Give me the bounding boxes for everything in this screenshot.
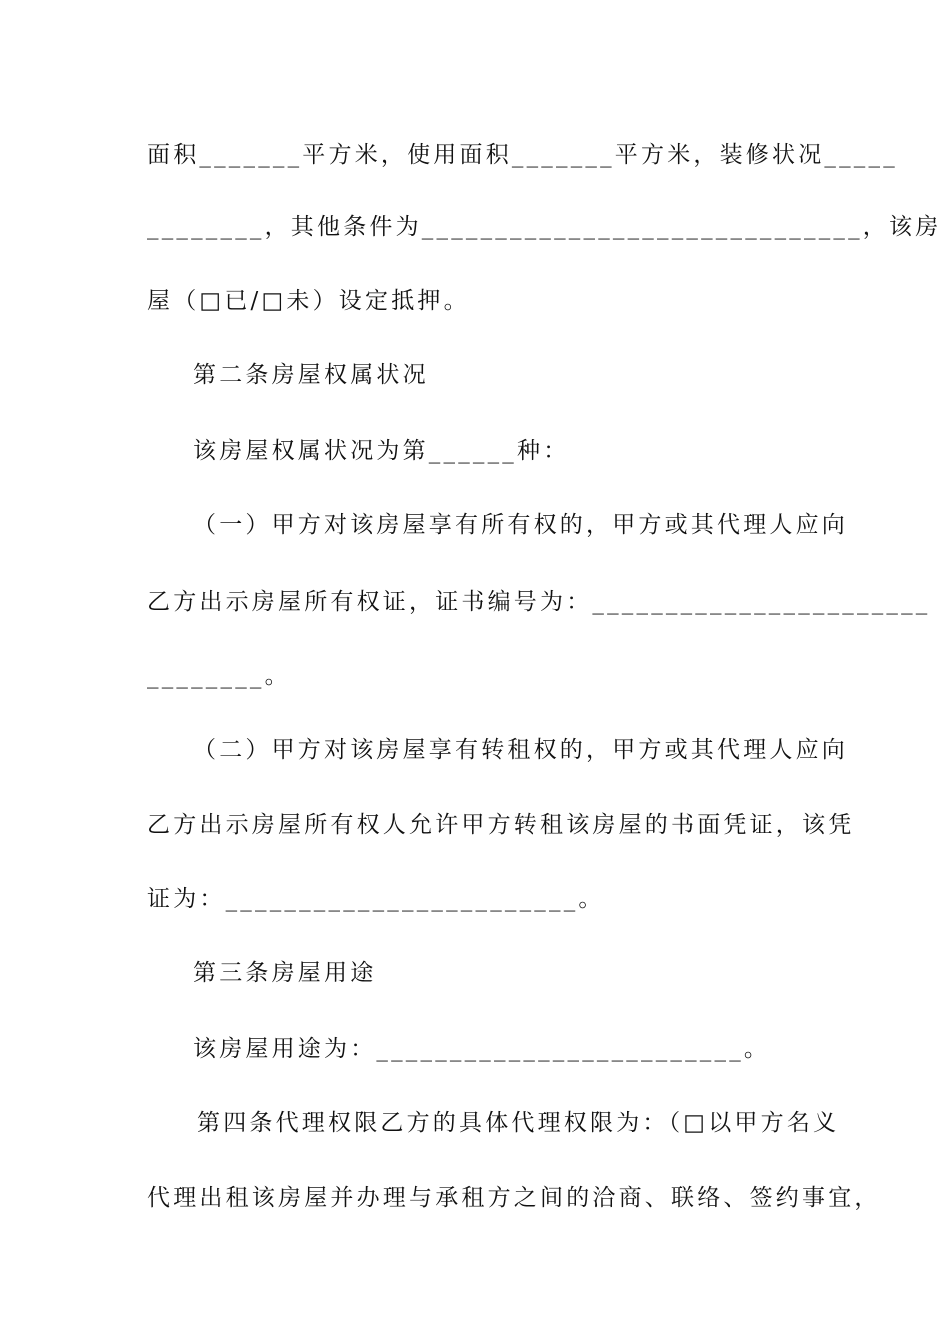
text-line-7: 乙方出示房屋所有权证，证书编号为：_______________________ <box>147 589 931 615</box>
text-line-6: （一）甲方对该房屋享有所有权的，甲方或其代理人应向 <box>193 512 848 538</box>
text-line-15: 代理出租该房屋并办理与承租方之间的洽商、联络、签约事宜， <box>147 1185 881 1211</box>
text-line-3: 屋（□已/□未）设定抵押。 <box>147 288 470 314</box>
text-line-1: 面积_______平方米，使用面积_______平方米，装修状况_____ <box>147 142 898 168</box>
text-line-5: 该房屋权属状况为第______种： <box>193 438 570 464</box>
section-heading-2: 第二条房屋权属状况 <box>193 362 429 388</box>
text-line-13: 该房屋用途为：_________________________。 <box>193 1036 771 1062</box>
section-heading-3: 第三条房屋用途 <box>193 960 377 986</box>
text-line-2: ________，其他条件为______________________________，该房 <box>147 214 942 240</box>
text-line-9: （二）甲方对该房屋享有转租权的，甲方或其代理人应向 <box>193 737 848 763</box>
text-line-8: ________。 <box>147 663 291 689</box>
section-heading-4: 第四条代理权限乙方的具体代理权限为：（□以甲方名义 <box>197 1110 840 1136</box>
text-line-10: 乙方出示房屋所有权人允许甲方转租该房屋的书面凭证，该凭 <box>147 812 855 838</box>
text-line-11: 证为：________________________。 <box>147 886 605 912</box>
